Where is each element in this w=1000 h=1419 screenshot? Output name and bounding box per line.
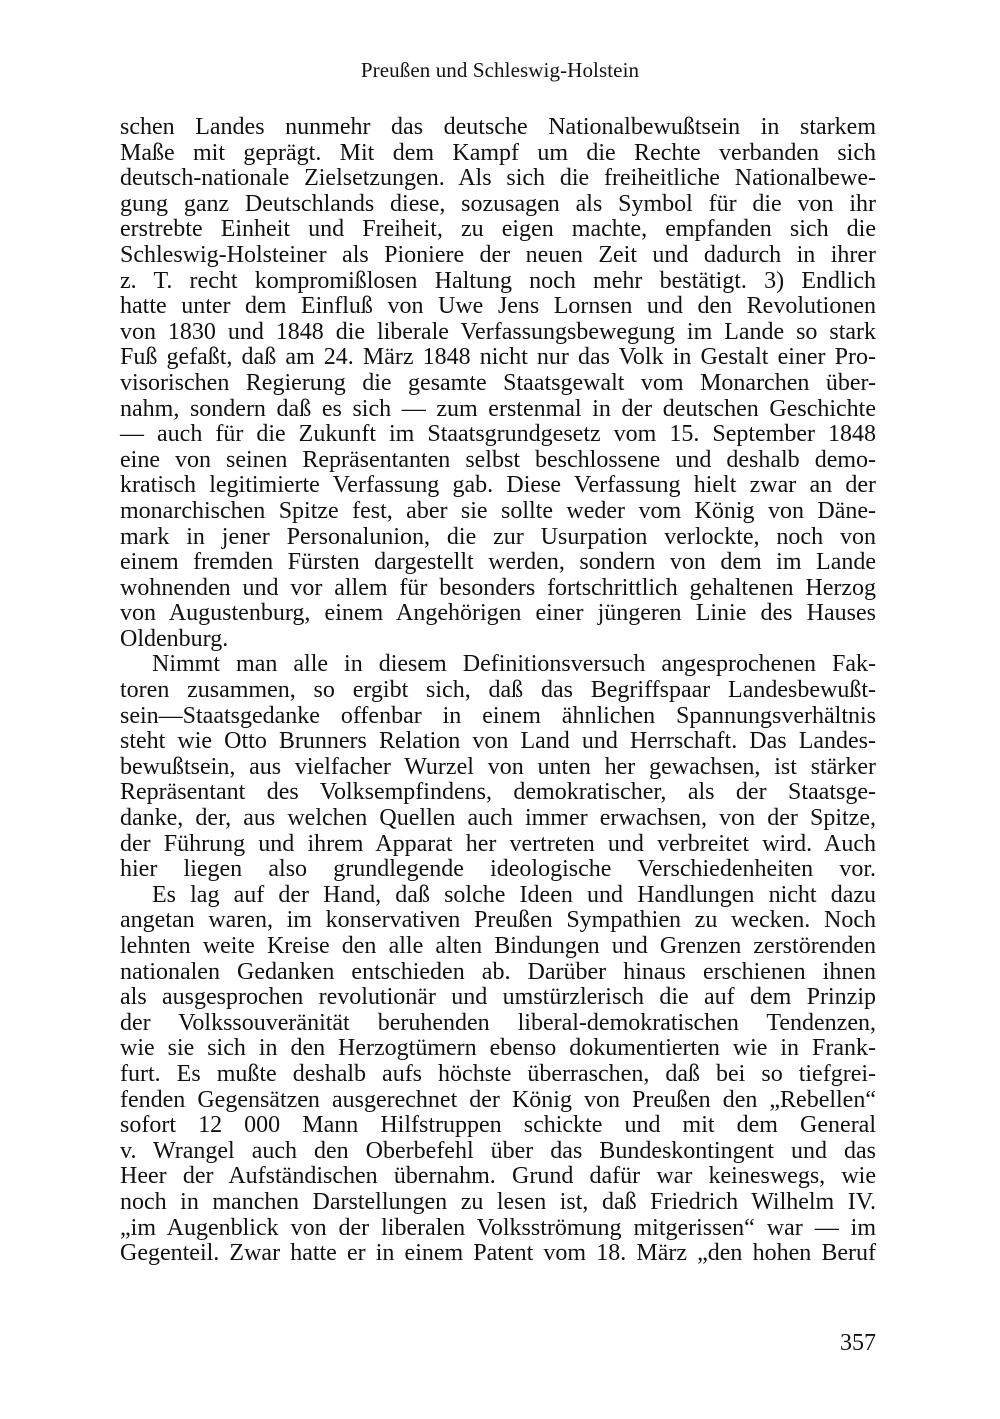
text-line: lehnten weite Kreise den alle alten Bindungen und Grenzen zerstörenden: [120, 933, 876, 959]
text-line: angetan waren, im konservativen Preußen Sympathien zu wecken. Noch: [120, 907, 876, 934]
text-line: Gegenteil. Zwar hatte er in einem Patent vom 18. März „den hohen Beruf: [120, 1240, 876, 1267]
text-line: mark in jener Personalunion, die zur Usurpation verlockte, noch von: [120, 523, 876, 550]
text-line: einem fremden Fürsten dargestellt werden, sondern von dem im Lande: [120, 549, 876, 576]
text-line: Schleswig-Holsteiner als Pioniere der neuen Zeit und dadurch in ihrer: [120, 241, 876, 268]
text-line: visorischen Regierung die gesamte Staatsgewalt vom Monarchen über-: [120, 369, 876, 396]
text-line: sofort 12 000 Mann Hilfstruppen schickte und mit dem General: [120, 1112, 876, 1139]
text-line: steht wie Otto Brunners Relation von Land und Herrschaft. Das Landes-: [120, 728, 876, 755]
text-line: der Führung und ihrem Apparat her vertreten und verbreitet wird. Auch: [120, 830, 876, 857]
text-line: furt. Es mußte deshalb aufs höchste überraschen, daß bei so tiefgrei-: [120, 1060, 876, 1087]
text-line: wohnenden und vor allem für besonders fortschrittlich gehaltenen Herzog: [120, 574, 876, 601]
text-line: fenden Gegensätzen ausgerechnet der König von Preußen den „Rebellen“: [120, 1086, 876, 1113]
text-line: von Augustenburg, einem Angehörigen einer jüngeren Linie des Hauses: [120, 600, 876, 627]
text-line: danke, der, aus welchen Quellen auch immer erwachsen, von der Spitze,: [120, 805, 876, 832]
text-line: deutsch-nationale Zielsetzungen. Als sich die freiheitliche Nationalbewe-: [120, 165, 876, 192]
text-line: toren zusammen, so ergibt sich, daß das Begriffspaar Landesbewußt-: [120, 677, 876, 704]
text-line: bewußtsein, aus vielfacher Wurzel von unten her gewachsen, ist stärker: [120, 753, 876, 780]
text-line: Nimmt man alle in diesem Definitionsversuch angesprochenen Fak-: [152, 651, 876, 678]
text-line: Heer der Aufständischen übernahm. Grund dafür war keineswegs, wie: [120, 1163, 876, 1190]
text-line: monarchischen Spitze fest, aber sie sollte weder vom König von Däne-: [120, 497, 876, 524]
running-head: Preußen und Schleswig-Holstein: [360, 58, 640, 82]
text-line: noch in manchen Darstellungen zu lesen ist, daß Friedrich Wilhelm IV.: [120, 1188, 876, 1215]
text-line: — auch für die Zukunft im Staatsgrundgesetz vom 15. September 1848: [120, 421, 876, 448]
text-line: z. T. recht kompromißlosen Haltung noch mehr bestätigt. 3) Endlich: [120, 267, 876, 294]
text-line: sein—Staatsgedanke offenbar in einem ähnlichen Spannungsverhältnis: [120, 702, 876, 729]
text-line: wie sie sich in den Herzogtümern ebenso dokumentierten wie in Frank-: [120, 1035, 876, 1062]
text-line: kratisch legitimierte Verfassung gab. Diese Verfassung hielt zwar an der: [120, 472, 876, 499]
text-line: hatte unter dem Einfluß von Uwe Jens Lornsen und den Revolutionen: [120, 293, 876, 320]
text-line: als ausgesprochen revolutionär und umstürzlerisch die auf dem Prinzip: [120, 984, 876, 1011]
text-line: „im Augenblick von der liberalen Volksströmung mitgerissen“ war — im: [120, 1214, 876, 1241]
text-line: von 1830 und 1848 die liberale Verfassungsbewegung im Lande so stark: [120, 318, 876, 345]
page-number: 357: [840, 1330, 876, 1356]
text-line: nahm, sondern daß es sich — zum erstenmal in der deutschen Geschichte: [120, 395, 876, 422]
text-line: Maße mit geprägt. Mit dem Kampf um die Rechte verbanden sich: [120, 139, 876, 166]
text-line: Es lag auf der Hand, daß solche Ideen und Handlungen nicht dazu: [152, 881, 876, 908]
text-line: schen Landes nunmehr das deutsche Nationalbewußtsein in starkem: [120, 114, 876, 140]
text-line: nationalen Gedanken entschieden ab. Darüber hinaus erschienen ihnen: [120, 958, 876, 985]
text-line: gung ganz Deutschlands diese, sozusagen als Symbol für die von ihr: [120, 190, 876, 217]
text-line: eine von seinen Repräsentanten selbst beschlossene und deshalb demo-: [120, 446, 876, 473]
text-line: erstrebte Einheit und Freiheit, zu eigen machte, empfanden sich die: [120, 216, 876, 243]
text-line: Repräsentant des Volksempfindens, demokratischer, als der Staatsge-: [120, 779, 876, 806]
body-text: [120, 115, 876, 1267]
text-line: hier liegen also grundlegende ideologische Verschiedenheiten vor.: [120, 856, 876, 883]
text-line: Oldenburg.: [120, 625, 229, 652]
text-line: v. Wrangel auch den Oberbefehl über das Bundeskontingent und das: [120, 1137, 876, 1164]
text-line: der Volkssouveränität beruhenden liberal-demokratischen Tendenzen,: [120, 1009, 876, 1036]
text-line: Fuß gefaßt, daß am 24. März 1848 nicht nur das Volk in Gestalt einer Pro-: [120, 344, 876, 371]
